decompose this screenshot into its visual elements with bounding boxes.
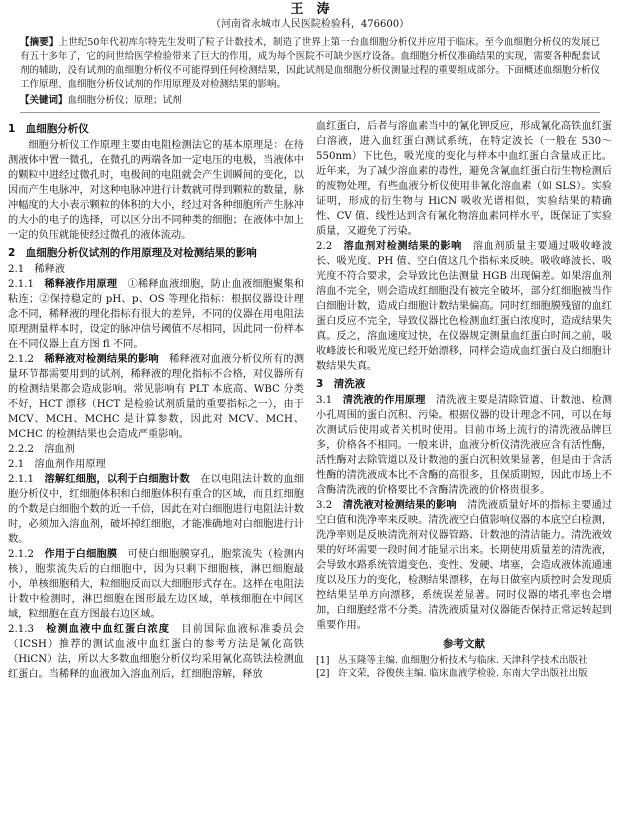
- section-3-2-number: 3.2: [316, 500, 333, 511]
- section-2-2-1-1-paragraph: [8, 472, 304, 547]
- section-2-2-2-title: 溶血剂对检测结果的影响: [343, 241, 462, 252]
- section-2-1-1-number: 2.1.1: [8, 279, 34, 290]
- section-2-title: 2 血细胞分析仪试剂的作用原理及对检测结果的影响: [8, 247, 257, 259]
- section-3-1-number: 3.1: [316, 395, 333, 406]
- section-2-1-3-number: 2.1.3: [8, 624, 34, 635]
- section-1-paragraph: 细胞分析仪工作原理主要由电阻检测法它的基本原理是：在待测液体中置一微孔，在微孔的两端各加一定电压的电极，当液体中的颗粒中进经过微孔时，电极间的电阻就会产生训瞬间的变化，以因而产生电脉冲，对这种电脉冲进行计数就可得到颗粒的数量，脉冲幅度的大小表示颗粒的体积的大小，经过对各种细胞所产生脉冲的大小的电子的选择，可以区分出不同种类的细胞；在液体中加上一定的负压就能使经过微孔的液体流动。: [8, 140, 304, 241]
- author-name: 王 涛: [290, 2, 330, 17]
- section-2-2-2-number: 2.2: [316, 241, 333, 252]
- section-2-1-2-text: 稀释液对血液分析仪所有的测量环节都需要用到的试剂，稀释液的理化指标不合格，对仪器所有的检测结果都会造成影响。常见影响有 PLT 本底高、WBC 分类不好，HCT 漂移（HCT 是检验试剂质量的重要指标之一），由于 MCV、MCH、MCHC 是计算参数，因此对 MCV、MCH、MCHC 的检测结果也会造成严重影响。: [8, 354, 305, 440]
- section-2-1-2-number: 2.1.2: [8, 354, 34, 365]
- reference-item: [316, 654, 612, 667]
- section-2-1-3-title: 检测血液中血红蛋白浓度: [46, 624, 171, 635]
- reference-text: 许文荣，谷俊侠主编. 临床血液学检验. 东南大学出版社出版: [338, 668, 588, 679]
- keywords-label: 【关键词】: [20, 95, 68, 106]
- author-affiliation: （河南省永城市人民医院检验科，476600）: [210, 19, 410, 30]
- reference-item: [316, 667, 612, 680]
- section-3-title: 3 清洗液: [316, 378, 366, 390]
- abstract-paragraph: [20, 36, 600, 92]
- section-2-2-1-1-number: 2.1.1: [8, 474, 34, 485]
- reference-number: [2]: [316, 668, 330, 679]
- section-2-1-3-paragraph: [8, 622, 304, 682]
- section-2-2-1-1-title: 溶解红细胞，以利于白细胞计数: [44, 474, 190, 485]
- section-2-2-heading: [8, 442, 304, 457]
- continued-paragraph: 血红蛋白，后者与溶血素当中的氰化钾反应，形成氰化高铁血红蛋白溶液，进入血红蛋白测试系统，在特定波长（一般在 530～550nm）下比色，吸光度的变化与样本中血红蛋白含量成正比。近年来，为了减少溶血素的毒性，避免含氰血红蛋白衍生物检测后的废物处理，有些血液分析仪使用非氰化溶血素（如 SLS）。实验证明，形成的衍生物与 HiCN 吸收光谱相似，实验结果的精确性、CV 值、线性达到含有氰化物溶血素同样水平，既保证了实验质量，又避免了污染。: [316, 121, 612, 237]
- keywords-text: 血细胞分析仪；原理；试剂: [67, 95, 182, 106]
- section-3-2-text: 清洗液质量好坏的指标主要通过空白值和洗净率来反映。清洗液空白值影响仪器的本底空白检测，洗净率则是反映清洗剂对仪器管路、计数池的清洁能力。清洗液效果的好坏需要一段时间才能显示出来。长期使用质量差的清洗液，会导致水路系统管道变色、变性、发硬、堵塞，会造成液体流通速度以及压力的变化，检测结果漂移，在每日做室内质控时会发现质控结果呈单方向漂移，系统误差显著。同时仪器的堵孔率也会增加，白细胞经常不分类。清洗液质量对仪器能否保持正常运转起到重要作用。: [316, 500, 613, 631]
- section-2-2-1-1-text: 在以电阻法计数的血细胞分析仪中，红细胞体积和白细胞体积有重合的区域，而且红细胞的个数是白细胞个数的近一千倍，因此在对白细胞进行电阻法计数时，必须加入溶血剂，破坏掉红细胞，才能准确地对白细胞进行计数。: [8, 474, 305, 545]
- section-2-2-1-2-text: 可使白细胞膜穿孔，胞浆流失（检测内核），胞浆流失后的白细胞中，因为只剩下细胞核，淋巴细胞最小，单核细胞稍大，粒细胞反而以大细胞形式存在。这样在电阻法计数中检测时，淋巴细胞在图形最左边区域，单核细胞在中间区域，粒细胞在直方图最右边区域。: [8, 549, 305, 620]
- section-3-2-paragraph: [316, 498, 612, 633]
- section-2-1-number: 2.1: [8, 264, 25, 275]
- body-columns: [8, 119, 612, 682]
- section-2-1-3-text: 目前国际血液标准委员会（ICSH）推荐的测试血液中血红蛋白的参考方法是氰化高铁（HiCN）法，所以大多数血细胞分析仪均采用氰化高铁法检测血红蛋白。当稀释的血液加入溶血剂后，红细胞溶解，释放: [8, 624, 305, 680]
- keywords-line: [20, 94, 600, 108]
- section-1-title: 1 血细胞分析仪: [8, 123, 89, 135]
- section-2-2-1-2-paragraph: [8, 547, 304, 622]
- section-3-1-paragraph: [316, 393, 612, 498]
- section-2-1-title: 稀释液: [34, 264, 65, 275]
- section-2-1-2-paragraph: [8, 352, 304, 442]
- section-2-2-1-2-number: 2.1.2: [8, 549, 34, 560]
- section-2-2-title: 溶血剂: [44, 444, 75, 455]
- section-2-2-number: 2.2.2: [8, 444, 34, 455]
- section-2-1-heading: [8, 262, 304, 277]
- section-2-1-2-title: 稀释液对检测结果的影响: [44, 354, 159, 365]
- section-3-2-title: 清洗液对检测结果的影响: [342, 500, 457, 511]
- section-2-2-2-paragraph: [316, 239, 612, 374]
- section-2-2-1-number: 2.1: [8, 459, 25, 470]
- section-3-1-title: 清洗液的作用原理: [342, 395, 426, 406]
- section-3-1-text: 清洗液主要是清除管道、计数池、检测小孔周围的蛋白沉积、污染。根据仪器的设计理念不同，可以在每次测试后使用或者关机时使用。目前市场上流行的清洗液品牌巨多，价格各不相同。一般来讲，血液分析仪清洗液应含有活性酶，活性酶对去除管道以及计数池的蛋白沉积效果显著，但是由于含活性酶的清洗液成本比不含酶的高很多，且保质期短，因此市场上不含酶清洗液的价格要比不含酶清洗液的价格贵很多。: [316, 395, 613, 496]
- section-2-2-1-heading: [8, 457, 304, 472]
- section-2-1-1-text: ①稀释血液细胞，防止血液细胞聚集和粘连；②保持稳定的 pH、p、OS 等理化指标：根据仪器设计理念不同，稀释液的理化指标有很大的差异，不同的仪器在用电阻法原理测量样本时，设定的脉冲信号阈值不尽相同，因此同一份样本在不同仪器上直方图 fl 不同。: [8, 279, 305, 350]
- section-2-2-1-title: 溶血剂作用原理: [34, 459, 106, 470]
- left-column: [8, 119, 304, 682]
- reference-number: [1]: [316, 655, 330, 666]
- section-2-2-2-text: 溶血剂质量主要通过吸收峰波长、吸光度、PH 值、空白值这几个指标来反映。吸收峰波长、吸光度不符合要求，会导致比色法测量 HGB 出现偏差。如果溶血剂溶血不完全，则会造成红细胞没有被完全破坏，部分红细胞被当作白细胞计数，造成白细胞计数结果偏高。同时红细胞膜残留的血红蛋白反应不完全，导致仪器比色检测血红蛋白浓度时，造成结果失真。反之，溶血速度过快，在仪器规定测量血红蛋白时间之前，吸收峰波长和吸光度已经开始漂移，同样会造成血红蛋白及白细胞计数结果失真。: [316, 241, 613, 372]
- section-2-1-1-paragraph: [8, 277, 304, 352]
- abstract-block: [20, 36, 600, 113]
- references-title: 参考文献: [443, 638, 485, 650]
- right-column: [316, 119, 612, 682]
- abstract-label: 【摘要】: [20, 37, 59, 48]
- section-2-1-1-title: 稀释液作用原理: [44, 279, 118, 290]
- reference-text: 丛玉隆等主编. 血细胞分析技术与临床. 天津科学技术出版社: [338, 655, 588, 666]
- section-2-2-1-2-title: 作用于白细胞膜: [44, 549, 118, 560]
- abstract-text: 上世纪50年代初库尔特先生发明了粒子计数技术，制造了世界上第一台血细胞分析仪并应用于临床。至今血细胞分析仪的发展已有五十多年了，它的问世给医学检验带来了巨大的作用，成为每个医院不可缺少医疗设备。血细胞分析仪准确结果的实现，需要各种配套试剂的辅助，没有试剂的血细胞分析仪不可能得到任何检测结果，因此试剂是血细胞分析仪测量过程的重要组成部分。下面概述血细胞分析仪工作原理、血细胞分析仪试剂的作用原理及对检测结果的影响。: [20, 37, 600, 90]
